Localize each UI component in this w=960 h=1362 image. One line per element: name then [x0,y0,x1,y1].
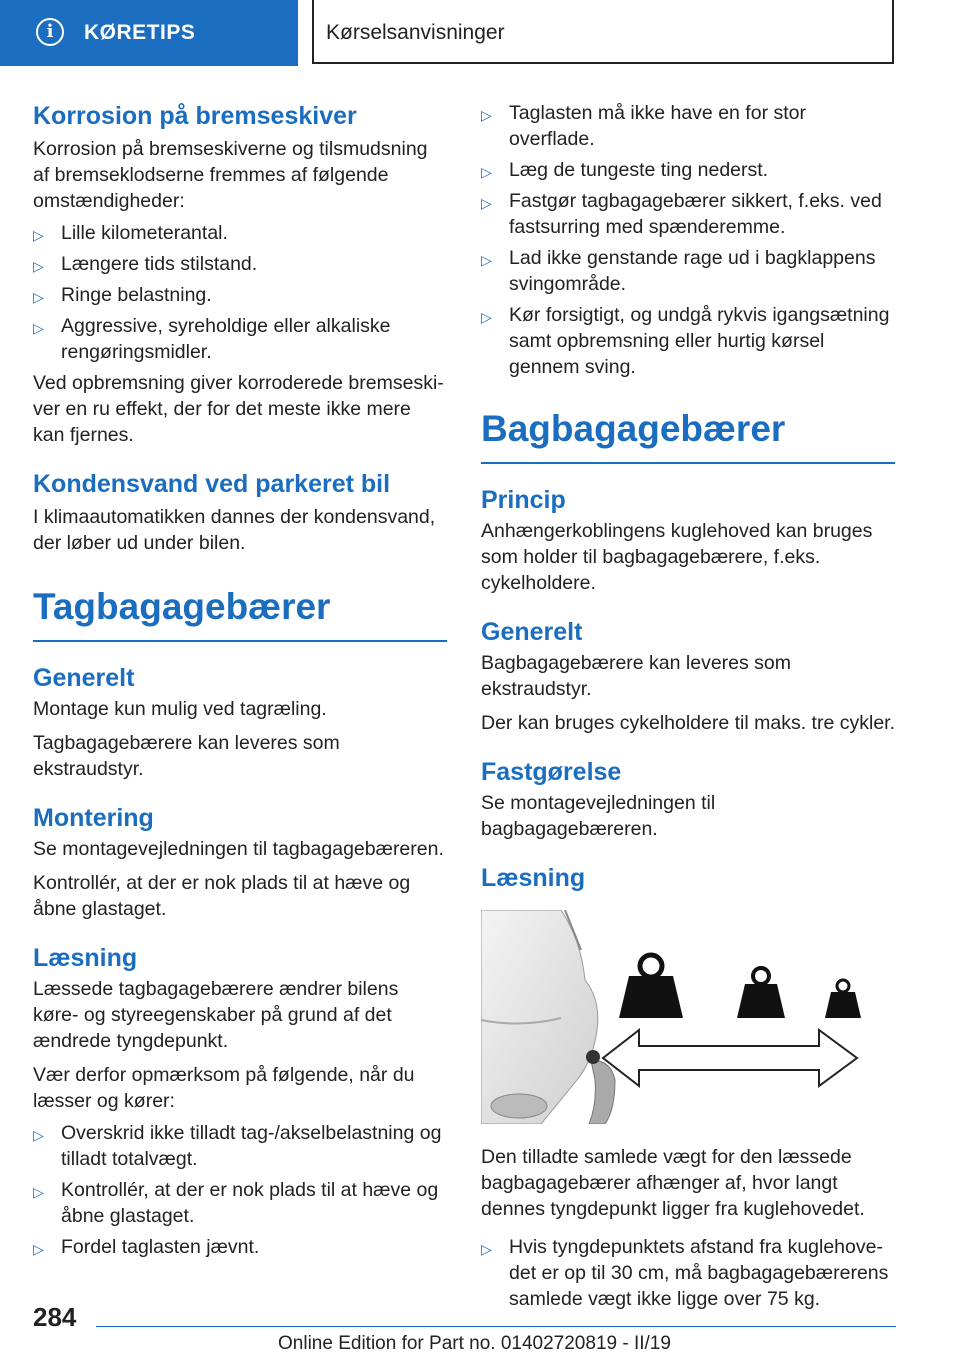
chapter-label: Kørselsanvisninger [326,21,505,44]
list-item: ▷ Kør forsigtigt, og undgå rykvis igangsætning samt opbremsning eller hurtig kørsel gennem sving. [481,304,890,378]
weight-large-icon [619,955,683,1018]
bullet-triangle-icon: ▷ [481,252,492,268]
paragraph: Korrosion på bremseskiverne og tilsmudsning af bremseklodserne fremmes af følgende omstændigheder: [33,138,428,212]
list-item: ▷ Hvis tyngdepunktets afstand fra kuglehovedet er op til 30 cm, må bagbagagebærerens samlede vægt ikke ligge over 75 kg. [481,1236,889,1310]
list-item: ▷ Ringe belastning. [33,282,447,308]
list-item: ▷ Læg de tungeste ting nederst. [481,157,895,183]
list-item: ▷ Fordel taglasten jævnt. [33,1234,447,1260]
paragraph: Læssede tagbagagebærere ændrer bilens køre- og styreegenskaber på grund af det ændrede tyngdepunkt. [33,978,399,1052]
section-label: KØRETIPS [84,21,196,44]
bullet-triangle-icon: ▷ [481,195,492,211]
paragraph: Tagbagagebærere kan leveres som ekstraudstyr. [33,732,340,780]
heading-kondensvand: Kondensvand ved parkeret bil [33,470,391,498]
paragraph: Ved opbremsning giver korroderede bremseskiver en ru effekt, der for det meste ikke mere kan fjernes. [33,372,444,446]
list-bag-laesning [481,1234,895,1312]
bullet-triangle-icon: ▷ [33,289,44,305]
heading-korrosion: Korrosion på bremseskiver [33,102,357,130]
paragraph: Den tilladte samlede vægt for den læssede bagbagagebærer afhænger af, hvor langt dennes tyngdepunkt ligger fra kuglehovedet. [481,1146,865,1220]
paragraph: Montage kun mulig ved tagræling. [33,698,327,720]
right-column [481,100,895,1312]
heading-generelt: Generelt [33,664,135,692]
left-column [33,100,447,1265]
footer-divider [96,1326,896,1327]
bullet-triangle-icon: ▷ [481,309,492,325]
bullet-triangle-icon: ▷ [481,1241,492,1257]
list-item: ▷ Lille kilometerantal. [33,220,447,246]
list-taglast [481,100,895,380]
tow-hook-icon [589,1060,615,1124]
heading-princip: Princip [481,486,566,514]
paragraph: Vær derfor opmærksom på følgende, når du læsser og kører: [33,1064,415,1112]
paragraph: Kontrollér, at der er nok plads til at hæve og åbne glastaget. [33,872,411,920]
bullet-triangle-icon: ▷ [33,320,44,336]
paragraph: I klimaautomatikken dannes der kondensvand, der løber ud under bilen. [33,506,436,554]
paragraph: Se montagevejledningen til bagbagagebæreren. [481,792,716,840]
list-item: ▷ Overskrid ikke tilladt tag-/akselbelastning og tilladt totalvægt. [33,1122,442,1170]
paragraph: Der kan bruges cykelholdere til maks. tre cykler. [481,712,895,734]
list-korrosion [33,220,447,365]
page-number: 284 [33,1302,77,1332]
heading-tagbagagebaerer: Tagbagagebærer [33,582,447,642]
bullet-triangle-icon: ▷ [33,227,44,243]
list-item: ▷ Fastgør tagbagagebærer sikkert, f.eks. ved fastsurring med spænderemme. [481,190,882,238]
info-icon: i [36,18,64,46]
list-item: ▷ Kontrollér, at der er nok plads til at hæve og åbne glastaget. [33,1179,439,1227]
paragraph: Se montagevejledningen til tagbagagebæreren. [33,838,444,860]
list-laesning [33,1120,447,1260]
chapter-header [312,0,894,64]
bullet-triangle-icon: ▷ [33,1241,44,1257]
load-illustration-svg [481,910,895,1124]
heading-laesning: Læsning [481,864,586,892]
weight-medium-icon [737,968,785,1018]
heading-montering: Montering [33,804,154,832]
list-item: ▷ Aggressive, syreholdige eller alkaliske rengøringsmidler. [33,315,391,363]
weight-small-icon [825,980,861,1018]
car-rear-icon [481,910,598,1124]
heading-generelt: Generelt [481,618,583,646]
bullet-triangle-icon: ▷ [33,1184,44,1200]
list-item: ▷ Lad ikke genstande rage ud i bagklappens svingområde. [481,247,876,295]
bullet-triangle-icon: ▷ [481,164,492,180]
paragraph: Bagbagagebærere kan leveres som ekstraudstyr. [481,652,792,700]
edition-info: Online Edition for Part no. 01402720819 - II/19 [278,1333,671,1354]
heading-bagbagagebaerer: Bagbagagebærer [481,404,895,464]
distance-arrow-icon [603,1030,857,1086]
list-item: ▷ Taglasten må ikke have en for stor overflade. [481,102,806,150]
ball-head-icon [586,1050,600,1064]
list-item: ▷ Længere tids stilstand. [33,251,447,277]
bullet-triangle-icon: ▷ [481,107,492,123]
heading-fastgoerelse: Fastgørelse [481,758,622,786]
section-tab[interactable] [0,0,298,66]
paragraph: Anhængerkoblingens kuglehoved kan bruges som holder til bagbagagebærere, f.eks. cykelholdere. [481,520,873,594]
bullet-triangle-icon: ▷ [33,1127,44,1143]
load-distance-illustration [481,910,895,1124]
heading-laesning: Læsning [33,944,138,972]
bullet-triangle-icon: ▷ [33,258,44,274]
